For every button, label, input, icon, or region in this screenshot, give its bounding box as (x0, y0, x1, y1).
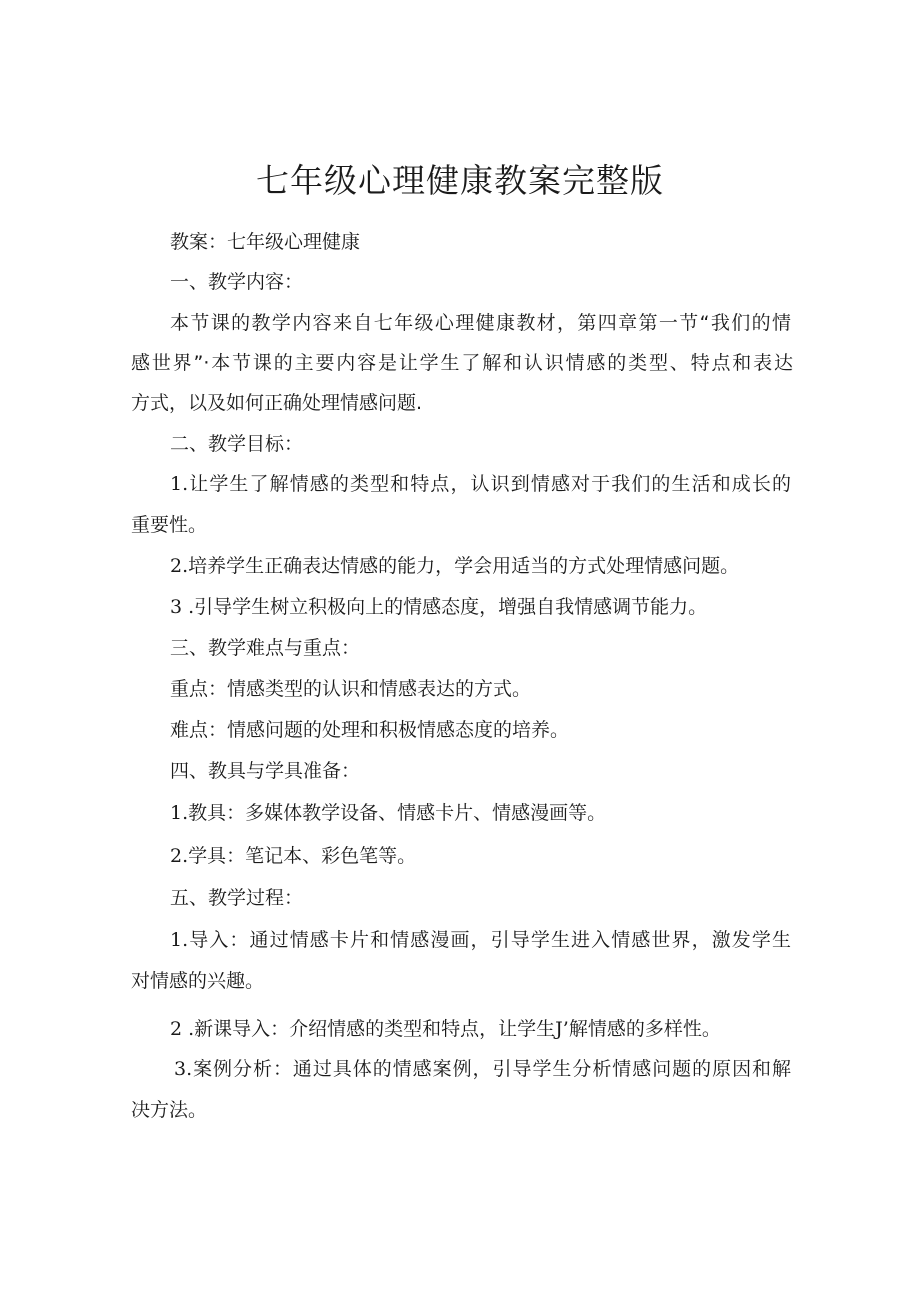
document-title: 七年级心理健康教案完整版 (256, 161, 664, 200)
objective-item: 1.让学生了解情感的类型和特点，认识到情感对于我们的生活和成长的 (170, 473, 791, 495)
section-heading-content: 一、教学内容： (170, 271, 304, 293)
objective-item: 2.培养学生正确表达情感的能力，学会用适当的方式处理情感问题。 (170, 555, 740, 577)
difficulty-line: 难点：情感问题的处理和积极情感态度的培养。 (170, 719, 570, 741)
process-item: 2 .新课导入：介绍情感的类型和特点，让学生J’解情感的多样性。 (170, 1018, 721, 1040)
section-heading-process: 五、教学过程： (170, 887, 304, 909)
process-item-continuation: 决方法。 (131, 1099, 208, 1121)
process-item-continuation: 对情感的兴趣。 (131, 970, 265, 992)
process-item: 3.案例分析：通过具体的情感案例，引导学生分析情感问题的原因和解 (174, 1058, 791, 1080)
objective-item-continuation: 重要性。 (131, 514, 208, 536)
lesson-plan-label: 教案：七年级心理健康 (170, 231, 361, 253)
section-heading-key-points: 三、教学难点与重点： (170, 637, 361, 659)
key-point-line: 重点：情感类型的认识和情感表达的方式。 (170, 678, 532, 700)
paragraph-line: 感世界”·本节课的主要内容是让学生了解和认识情感的类型、特点和表达 (131, 352, 793, 374)
materials-item: 1.教具：多媒体教学设备、情感卡片、情感漫画等。 (170, 802, 607, 824)
paragraph-line: 本节课的教学内容来自七年级心理健康教材，第四章第一节“我们的情 (170, 312, 791, 334)
paragraph-line: 方式，以及如何正确处理情感问题. (131, 392, 423, 414)
section-heading-materials: 四、教具与学具准备： (170, 760, 361, 782)
process-item: 1.导入：通过情感卡片和情感漫画，引导学生进入情感世界，激发学生 (170, 929, 791, 951)
objective-item: 3 .引导学生树立积极向上的情感态度，增强自我情感调节能力。 (170, 596, 708, 618)
section-heading-objectives: 二、教学目标： (170, 433, 304, 455)
materials-item: 2.学具：笔记本、彩色笔等。 (170, 845, 417, 867)
